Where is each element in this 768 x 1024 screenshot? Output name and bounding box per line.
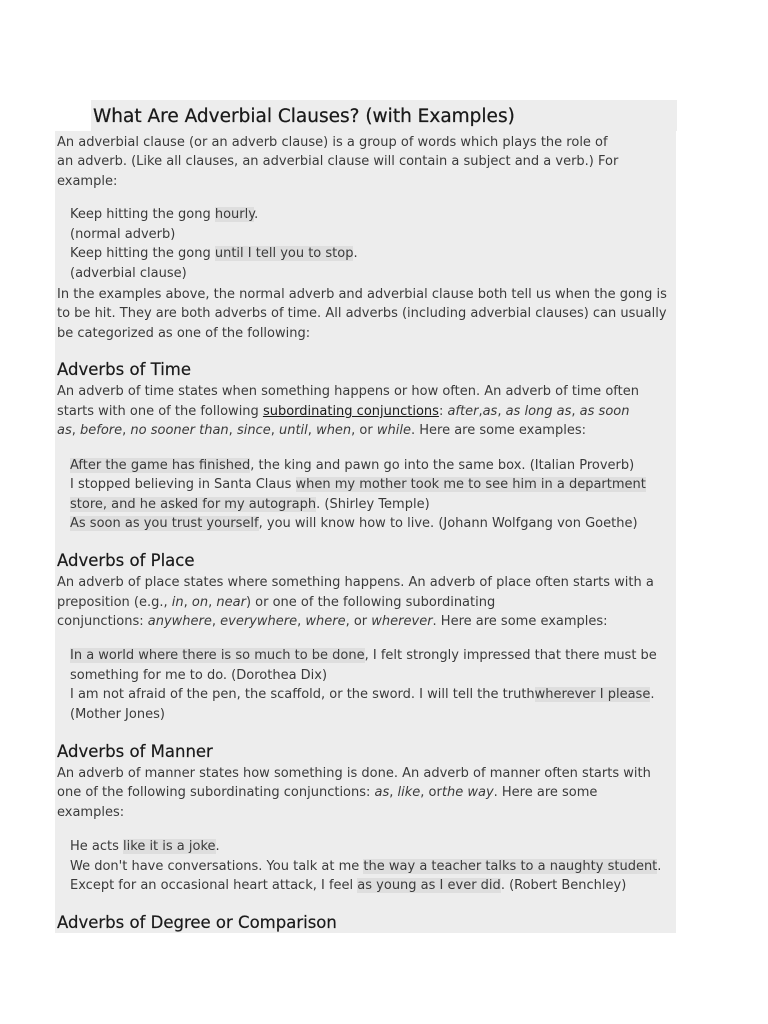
text: , you will know how to live. (Johann Wolfgang von Goethe)	[258, 516, 638, 531]
text: , or	[420, 785, 442, 800]
text: ,	[211, 614, 221, 629]
highlight: like it is a joke	[123, 839, 216, 854]
text: ,	[307, 423, 317, 438]
italic-term: on	[191, 595, 209, 610]
italic-term: as	[482, 404, 498, 419]
italic-term: until	[278, 423, 308, 438]
example-line: (adverbial clause)	[70, 266, 187, 281]
paragraph-line: examples:	[57, 805, 125, 820]
example-line	[70, 475, 646, 495]
intro-line-3: example:	[57, 174, 118, 189]
italic-term: as soon	[579, 404, 630, 419]
example-line	[70, 876, 626, 896]
italic-term: while	[376, 423, 411, 438]
text: ,	[497, 404, 506, 419]
text: , I felt strongly impressed that there must be	[364, 648, 657, 663]
italic-term: before	[80, 423, 123, 438]
section-heading-degree: Adverbs of Degree or Comparison	[57, 913, 337, 932]
text: . (Shirley Temple)	[316, 497, 430, 512]
text: ,	[228, 423, 237, 438]
text: . Here are some	[493, 785, 598, 800]
example-line	[70, 495, 430, 515]
italic-term: in	[171, 595, 184, 610]
text: conjunctions:	[57, 614, 148, 629]
section-heading-place: Adverbs of Place	[57, 551, 195, 570]
text: ,	[122, 423, 131, 438]
example-line	[70, 205, 258, 225]
text: starts with one of the following	[57, 404, 263, 419]
highlight: as young as I ever did	[357, 878, 501, 893]
text: , or	[351, 423, 377, 438]
text: ,	[571, 404, 580, 419]
example-line	[70, 244, 358, 264]
text: . (Robert Benchley)	[500, 878, 627, 893]
text: We don't have conversations. You talk at me	[70, 859, 364, 874]
text: Keep hitting the gong	[70, 246, 215, 261]
text: Except for an occasional heart attack, I feel	[70, 878, 358, 893]
text: ,	[183, 595, 192, 610]
text: .	[254, 207, 259, 222]
highlight: In a world where there is so much to be done	[70, 648, 365, 663]
italic-term: as	[374, 785, 390, 800]
highlight: the way a teacher talks to a naughty student	[363, 859, 658, 874]
text: one of the following subordinating conjunctions:	[57, 785, 375, 800]
section-heading-manner: Adverbs of Manner	[57, 742, 213, 761]
text: . Here are some examples:	[410, 423, 586, 438]
example-line: (Mother Jones)	[70, 707, 165, 722]
text: I stopped believing in Santa Claus	[70, 477, 296, 492]
highlight: store, and he asked for my autograph	[70, 497, 317, 512]
highlight: hourly	[214, 207, 255, 222]
paragraph-line	[57, 612, 608, 632]
paragraph-line	[57, 421, 586, 441]
highlight: After the game has finished	[70, 458, 251, 473]
intro-line-1: An adverbial clause (or an adverb clause) is a group of words which plays the role of	[57, 135, 608, 150]
text: . Here are some examples:	[432, 614, 608, 629]
italic-term: the way	[441, 785, 494, 800]
example-line: something for me to do. (Dorothea Dix)	[70, 668, 328, 683]
text: ,	[389, 785, 398, 800]
text: .	[650, 687, 655, 702]
paragraph-line	[57, 783, 597, 803]
paragraph-line: be categorized as one of the following:	[57, 326, 311, 341]
text: ,	[270, 423, 279, 438]
example-line	[70, 837, 220, 857]
highlight: As soon as you trust yourself	[70, 516, 259, 531]
example-line	[70, 514, 638, 534]
italic-term: after	[447, 404, 479, 419]
text: ,	[71, 423, 81, 438]
text: .	[215, 839, 220, 854]
example-line	[70, 857, 661, 877]
text: I am not afraid of the pen, the scaffold, or the sword. I will tell the truth	[70, 687, 535, 702]
page-title: What Are Adverbial Clauses? (with Examples)	[93, 106, 515, 127]
italic-term: as	[57, 423, 72, 438]
text: preposition (e.g.,	[57, 595, 172, 610]
highlight: when my mother took me to see him in a department	[295, 477, 646, 492]
example-line	[70, 685, 654, 705]
text: He acts	[70, 839, 124, 854]
paragraph-line	[57, 402, 629, 422]
italic-term: near	[216, 595, 246, 610]
paragraph-line: An adverb of manner states how something is done. An adverb of manner often starts with	[57, 766, 651, 781]
italic-term: where	[305, 614, 346, 629]
italic-term: like	[397, 785, 421, 800]
example-line	[70, 646, 657, 666]
italic-term: everywhere	[220, 614, 298, 629]
italic-term: as long as	[505, 404, 572, 419]
text: ,	[478, 404, 483, 419]
intro-line-2: an adverb. (Like all clauses, an adverbial clause will contain a subject and a verb.) For	[57, 154, 619, 169]
paragraph-line: In the examples above, the normal adverb and adverbial clause both tell us when the gong is	[57, 287, 667, 302]
text: , or	[345, 614, 372, 629]
paragraph-line: An adverb of time states when something happens or how often. An adverb of time often	[57, 384, 639, 399]
example-line	[70, 456, 634, 476]
section-heading-time: Adverbs of Time	[57, 360, 192, 379]
italic-term: anywhere	[147, 614, 212, 629]
paragraph-line: An adverb of place states where something happens. An adverb of place often starts with a	[57, 575, 654, 590]
text: .	[657, 859, 662, 874]
text: .	[353, 246, 358, 261]
subordinating-conjunctions-link[interactable]: subordinating conjunctions	[262, 404, 439, 419]
text: , the king and pawn go into the same box. (Italian Proverb)	[250, 458, 635, 473]
italic-term: when	[316, 423, 352, 438]
text: ,	[208, 595, 217, 610]
example-line: (normal adverb)	[70, 227, 176, 242]
text: ) or one of the following subordinating	[245, 595, 496, 610]
paragraph-line: to be hit. They are both adverbs of time. All adverbs (including adverbial clauses) can usually	[57, 306, 667, 321]
text: ,	[297, 614, 306, 629]
italic-term: wherever	[371, 614, 433, 629]
italic-term: since	[236, 423, 271, 438]
text: :	[438, 404, 448, 419]
title-bar	[91, 100, 677, 131]
highlight: until I tell you to stop	[214, 246, 354, 261]
highlight: wherever I please	[534, 687, 651, 702]
text: Keep hitting the gong	[70, 207, 215, 222]
paragraph-line	[57, 593, 495, 613]
italic-term: no sooner than	[130, 423, 229, 438]
